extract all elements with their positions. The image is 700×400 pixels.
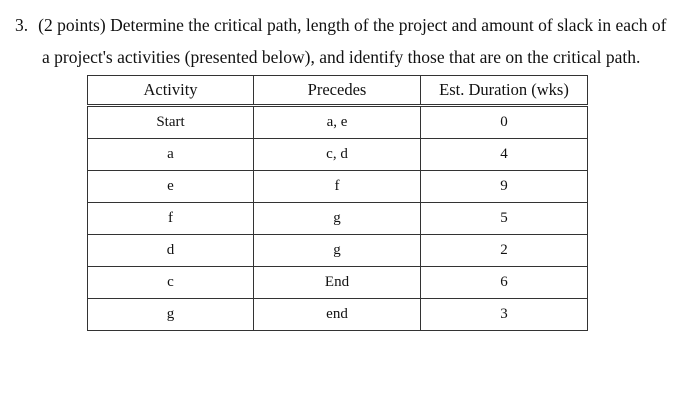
header-activity: Activity <box>88 76 254 106</box>
precedes-cell: f <box>254 171 421 203</box>
activity-cell: c <box>88 267 254 299</box>
activity-cell: e <box>88 171 254 203</box>
precedes-cell: End <box>254 267 421 299</box>
table-row <box>88 106 588 139</box>
header-duration: Est. Duration (wks) <box>421 76 588 106</box>
duration-cell: 5 <box>421 203 588 235</box>
question-line-1 <box>15 15 666 35</box>
table-row <box>88 139 588 171</box>
duration-cell: 4 <box>421 139 588 171</box>
duration-cell: 6 <box>421 267 588 299</box>
duration-cell: 2 <box>421 235 588 267</box>
duration-cell: 3 <box>421 299 588 331</box>
question-line-2: a project's activities (presented below), and identify those that are on the critical path. <box>42 47 641 67</box>
question-line-1-text: (2 points) Determine the critical path, length of the project and amount of slack in each of <box>38 15 667 35</box>
activity-cell: d <box>88 235 254 267</box>
activity-cell: f <box>88 203 254 235</box>
activities-table <box>87 75 588 331</box>
table-header-row <box>88 76 588 106</box>
table-row <box>88 171 588 203</box>
duration-cell: 9 <box>421 171 588 203</box>
header-precedes: Precedes <box>254 76 421 106</box>
precedes-cell: c, d <box>254 139 421 171</box>
precedes-cell: a, e <box>254 106 421 139</box>
table-row <box>88 299 588 331</box>
precedes-cell: end <box>254 299 421 331</box>
table-row <box>88 235 588 267</box>
table-row <box>88 203 588 235</box>
precedes-cell: g <box>254 235 421 267</box>
activity-cell: Start <box>88 106 254 139</box>
activity-cell: a <box>88 139 254 171</box>
question-number: 3. <box>15 15 29 35</box>
table-row <box>88 267 588 299</box>
activity-cell: g <box>88 299 254 331</box>
duration-cell: 0 <box>421 106 588 139</box>
precedes-cell: g <box>254 203 421 235</box>
